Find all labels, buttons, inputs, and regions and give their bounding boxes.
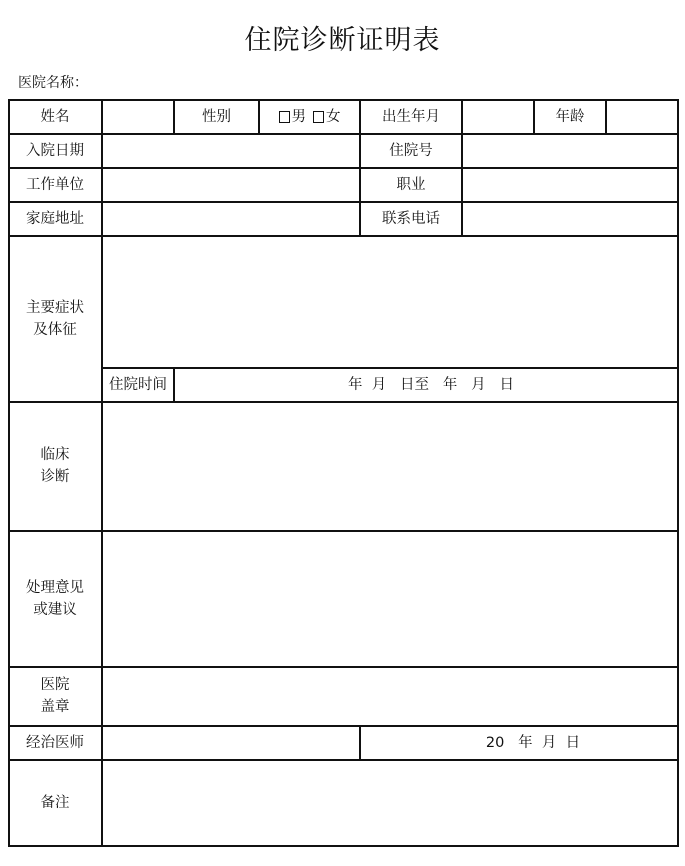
advice-label: [9, 531, 101, 666]
name-label: 姓名: [40, 108, 70, 125]
symptoms-label-line1: 主要症状: [26, 299, 84, 316]
admission-date-field[interactable]: [103, 134, 359, 167]
workplace-field[interactable]: [103, 168, 359, 201]
inpatient-no-label: 住院号: [389, 142, 433, 159]
advice-label-line1: 处理意见: [26, 579, 84, 596]
diagnosis-label: [9, 402, 101, 530]
gender-label: 性别: [202, 108, 231, 125]
occupation-label: 职业: [396, 176, 426, 193]
table-border-bottom: [8, 845, 678, 847]
checkbox-female[interactable]: [313, 111, 324, 123]
hospital-name-label: 医院名称：: [18, 75, 88, 91]
symptoms-field[interactable]: [103, 236, 677, 367]
seal-label: [9, 667, 101, 725]
inpatient-no-field[interactable]: [463, 134, 677, 167]
stay-label: 住院时间: [109, 376, 167, 393]
doctor-field[interactable]: [103, 726, 359, 759]
gender-options: [260, 100, 359, 133]
doctor-date-field[interactable]: 20 年 月 日: [485, 734, 581, 751]
gender-male-label: 男: [291, 108, 306, 125]
age-field[interactable]: [607, 100, 677, 133]
seal-field[interactable]: [103, 667, 677, 725]
seal-label-line1: 医院: [40, 677, 70, 693]
admission-date-label: 入院日期: [26, 142, 84, 159]
phone-field[interactable]: [463, 202, 677, 235]
diagnosis-label-line2: 诊断: [40, 469, 70, 485]
workplace-label: 工作单位: [26, 176, 84, 193]
advice-field[interactable]: [103, 531, 677, 666]
age-label: 年龄: [555, 108, 585, 125]
occupation-field[interactable]: [463, 168, 677, 201]
doctor-label: 经治医师: [26, 734, 84, 751]
phone-label: 联系电话: [382, 210, 440, 227]
birth-label: 出生年月: [382, 108, 440, 125]
name-field[interactable]: [103, 100, 173, 133]
checkbox-male[interactable]: [279, 111, 290, 123]
remarks-label: 备注: [40, 794, 70, 811]
stay-period-field[interactable]: 年 月 日至 年 月 日: [347, 376, 515, 393]
diagnosis-field[interactable]: [103, 402, 677, 530]
address-field[interactable]: [103, 202, 359, 235]
birth-field[interactable]: [463, 100, 533, 133]
gender-female-label: 女: [326, 108, 341, 125]
seal-label-line2: 盖章: [40, 699, 70, 715]
address-label: 家庭地址: [26, 210, 84, 227]
remarks-field[interactable]: [103, 760, 677, 845]
table-border-right: [677, 99, 679, 847]
advice-label-line2: 或建议: [33, 601, 77, 618]
symptoms-label-line2: 及体征: [33, 321, 77, 338]
diagnosis-label-line1: 临床: [40, 447, 70, 463]
page-title: 住院诊断证明表: [244, 25, 441, 56]
symptoms-label: [9, 236, 101, 401]
